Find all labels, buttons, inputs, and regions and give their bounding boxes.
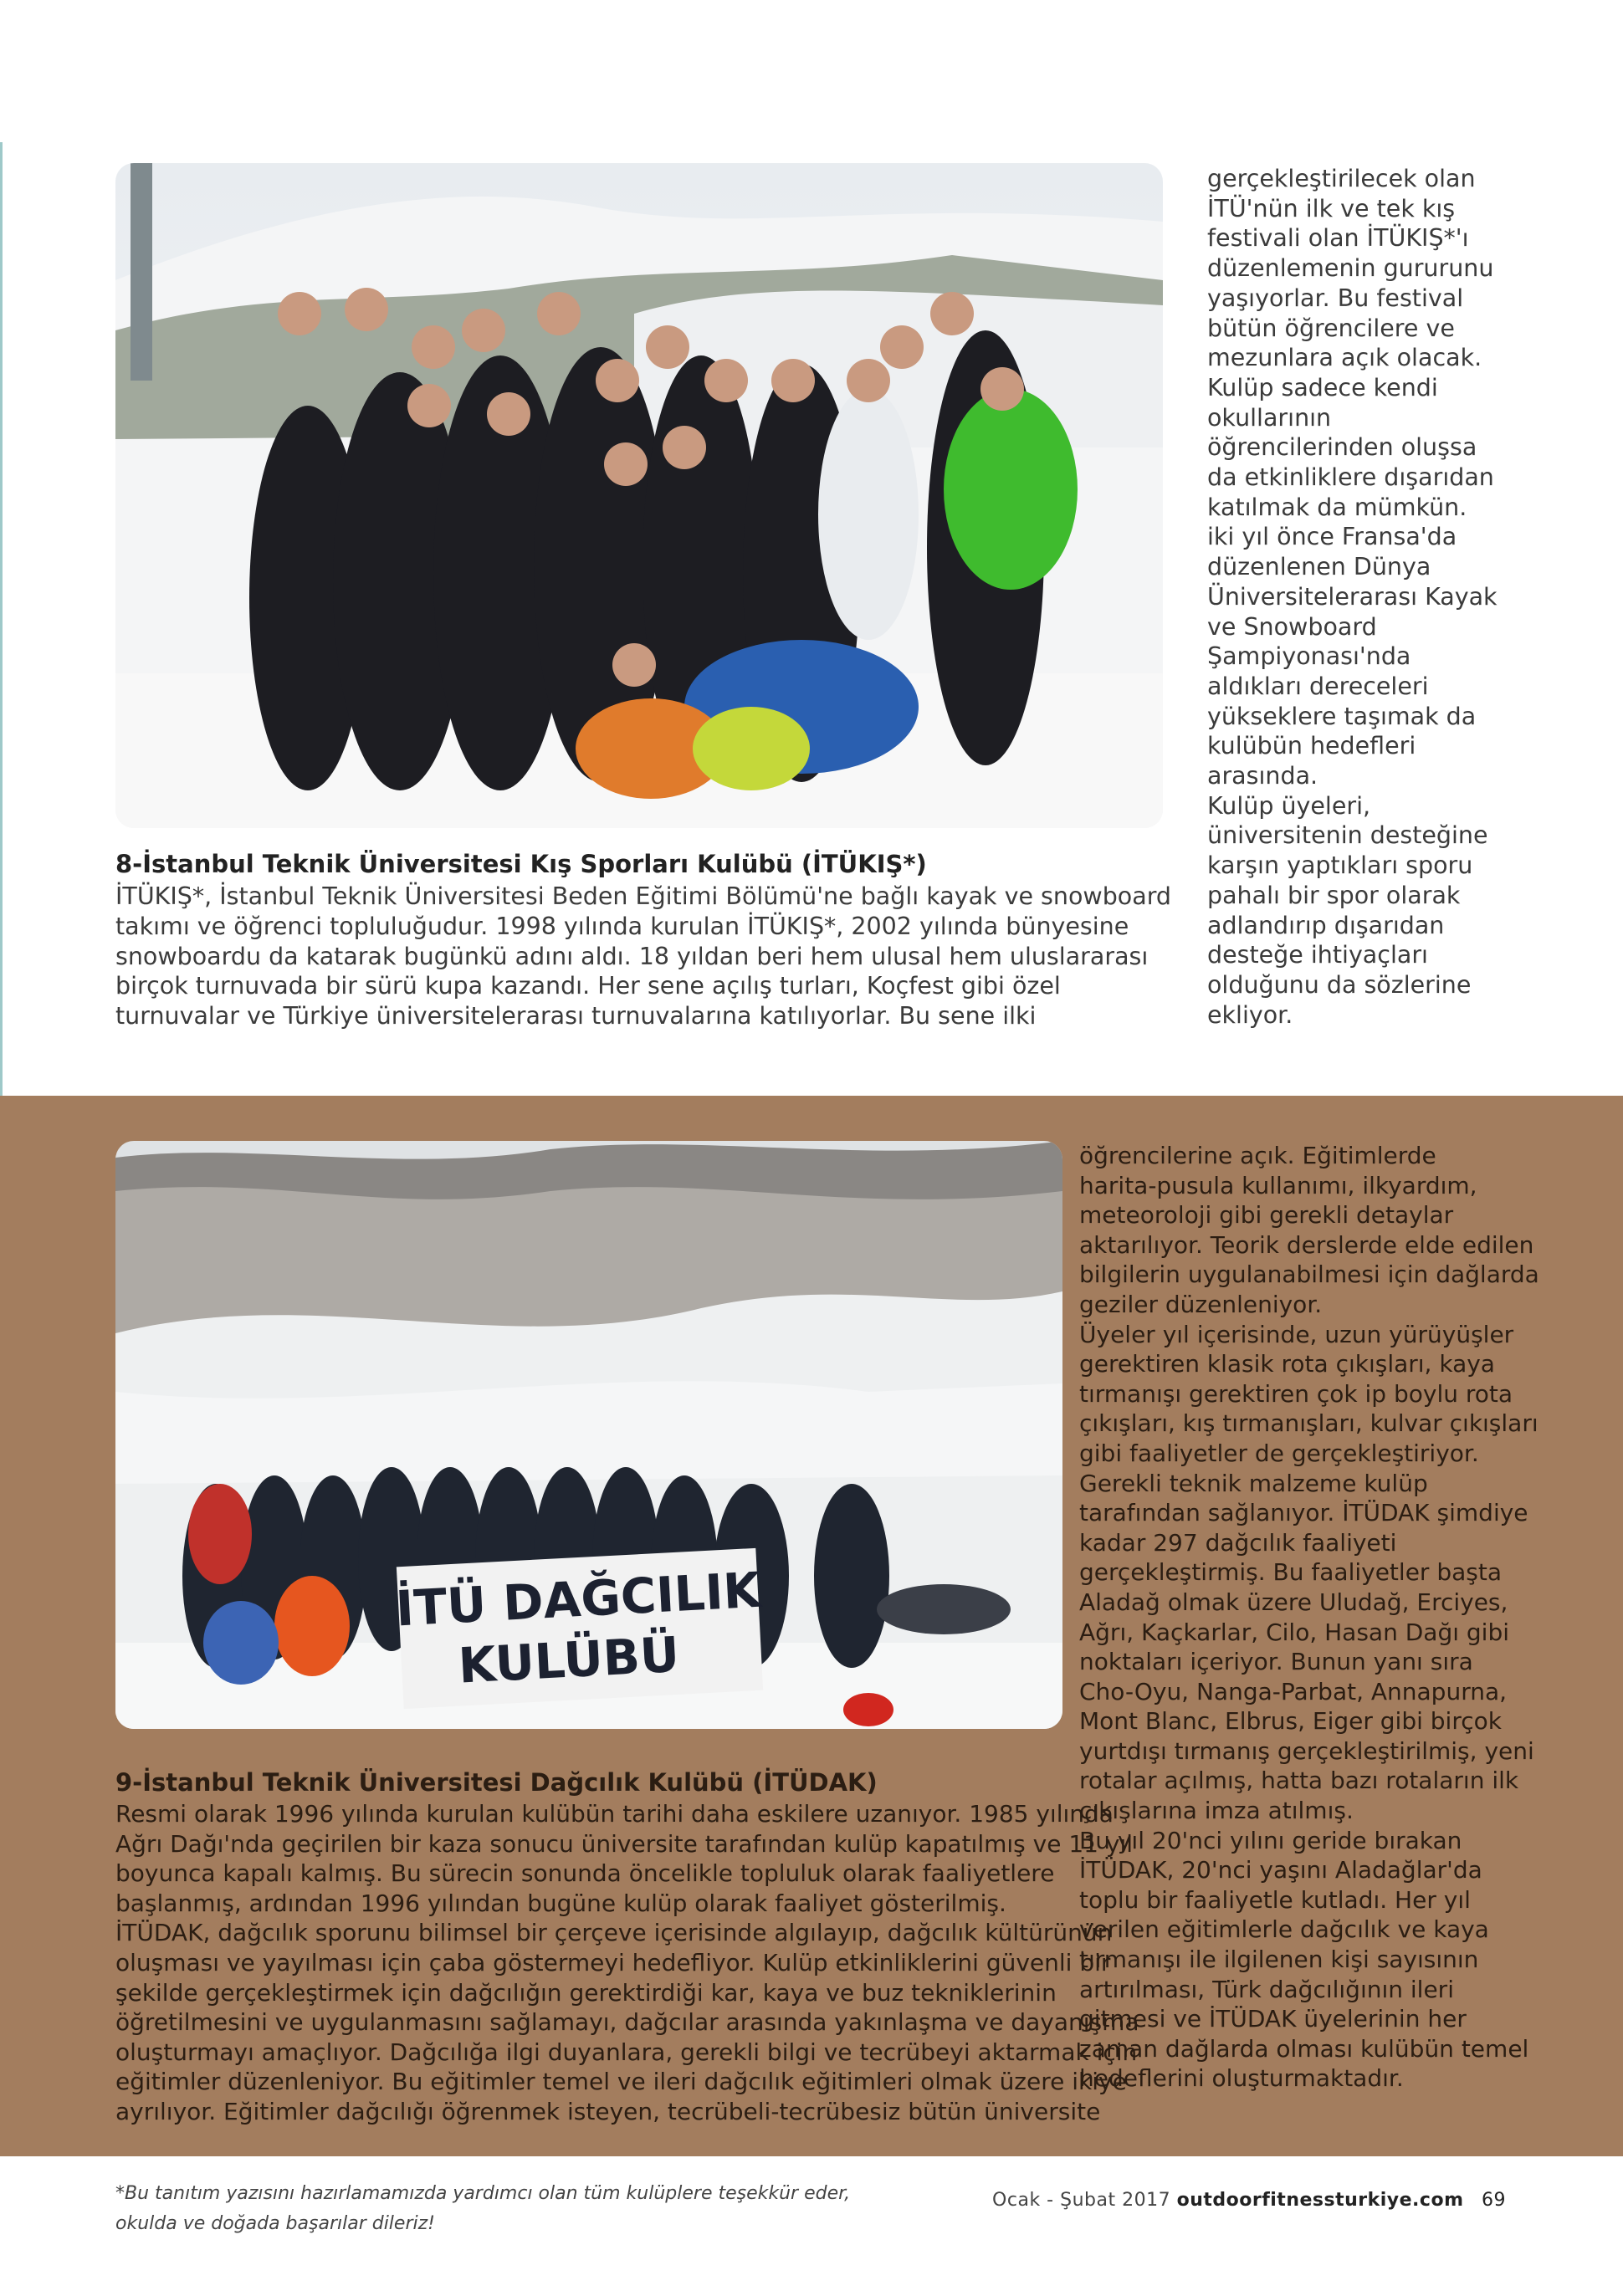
article-2-title: 9-İstanbul Teknik Üniversitesi Dağcılık Kulübü (İTÜDAK)	[115, 1768, 878, 1797]
side-line: düzenlenen Dünya	[1207, 553, 1431, 581]
side-line: tırmanışı ile ilgilenen kişi sayısının	[1079, 1946, 1479, 1974]
side-line: festivali olan İTÜKIŞ*'ı	[1207, 224, 1469, 253]
side-line: adlandırıp dışarıdan	[1207, 911, 1445, 939]
body-line: Resmi olarak 1996 yılında kurulan kulübün tarihi daha eskilere uzanıyor. 1985 yılında	[115, 1800, 1114, 1828]
side-line: arasında.	[1207, 762, 1318, 790]
body-line: snowboardu da katarak bugünkü adını aldı. 18 yıldan beri hem ulusal hem uluslararası	[115, 942, 1149, 970]
side-line: artırılması, Türk dağcılığının ileri	[1079, 1975, 1454, 2003]
side-line: iki yıl önce Fransa'da	[1207, 523, 1457, 551]
mountaineering-club-group-photo	[115, 1141, 1062, 1729]
side-line: gitmesi ve İTÜDAK üyelerinin her	[1079, 2005, 1467, 2033]
side-line: zaman dağlarda olması kulübün temel	[1079, 2034, 1529, 2063]
side-line: aldıkları dereceleri	[1207, 672, 1429, 700]
page-number: 69	[1482, 2190, 1506, 2211]
side-line: İTÜ'nün ilk ve tek kış	[1207, 194, 1456, 222]
side-line: gerçekleştirmiş. Bu faaliyetler başta	[1079, 1558, 1502, 1587]
side-line: Kulüp üyeleri,	[1207, 791, 1371, 820]
article-2-side-column	[1079, 1141, 1539, 2094]
page-edge-line	[0, 142, 3, 1096]
side-line: rotalar açılmış, hatta bazı rotaların ilk	[1079, 1767, 1519, 1795]
side-line: çıkışları, kış tırmanışları, kulvar çıkışları	[1079, 1409, 1539, 1438]
footnote	[115, 2179, 850, 2239]
side-line: Ağrı, Kaçkarlar, Cilo, Hasan Dağı gibi	[1079, 1618, 1510, 1646]
side-line: Mont Blanc, Elbrus, Eiger gibi birçok	[1079, 1707, 1502, 1736]
side-line: gerçekleştirilecek olan	[1207, 165, 1476, 192]
side-line: Şampiyonası'nda	[1207, 642, 1411, 671]
side-line: üniversitenin desteğine	[1207, 821, 1488, 850]
side-line: tırmanışı gerektiren çok ip boylu rota	[1079, 1379, 1513, 1408]
body-line: boyunca kapalı kalmış. Bu sürecin sonunda öncelikle topluluk olarak faaliyetlere	[115, 1859, 1055, 1888]
side-line: meteoroloji gibi gerekli detaylar	[1079, 1201, 1454, 1230]
body-line: ayrılıyor. Eğitimler dağcılığı öğrenmek isteyen, tecrübeli-tecrübesiz bütün üniversite	[115, 2097, 1101, 2125]
body-line: başlanmış, ardından 1996 yılından bugüne kulüp olarak faaliyet gösterilmiş.	[115, 1889, 1006, 1917]
body-line: eğitimler düzenleniyor. Bu eğitimler temel ve ileri dağcılık eğitimleri olmak üzere ikiye	[115, 2068, 1127, 2096]
side-line: bilgilerin uygulanabilmesi için dağlarda	[1079, 1260, 1539, 1289]
side-line: bütün öğrencilere ve	[1207, 314, 1455, 342]
page-folio	[992, 2190, 1506, 2211]
side-line: çıkışlarına imza atılmış.	[1079, 1797, 1354, 1825]
side-line: ve Snowboard	[1207, 612, 1377, 641]
body-line: şekilde gerçekleştirmek için dağcılığın gerektirdiği kar, kaya ve buz tekniklerinin	[115, 1978, 1057, 2007]
side-line: Kulüp sadece kendi	[1207, 373, 1438, 401]
body-line: birçok turnuvada bir sürü kupa kazandı. Her sene açılış turları, Koçfest gibi özel	[115, 972, 1061, 1000]
side-line: Gerekli teknik malzeme kulüp	[1079, 1469, 1428, 1497]
side-line: kadar 297 dağcılık faaliyeti	[1079, 1528, 1397, 1557]
side-line: düzenlemenin gururunu	[1207, 254, 1494, 283]
side-line: hedeflerini oluşturmaktadır.	[1079, 2064, 1404, 2093]
side-line: İTÜDAK, 20'nci yaşını Aladağlar'da	[1079, 1856, 1482, 1884]
side-line: ekliyor.	[1207, 1000, 1293, 1029]
article-1-title: 8-İstanbul Teknik Üniversitesi Kış Sporları Kulübü (İTÜKIŞ*)	[115, 850, 927, 878]
footnote-line: okulda ve doğada başarılar dileriz!	[115, 2213, 435, 2234]
article-1-side-column	[1207, 164, 1550, 1030]
body-line: öğretilmesini ve uygulanmasını sağlamayı, dağcılar arasında yakınlaşma ve dayanışma	[115, 2008, 1139, 2037]
side-line: harita-pusula kullanımı, ilkyardım,	[1079, 1171, 1477, 1199]
side-line: desteğe ihtiyaçları	[1207, 941, 1428, 969]
side-line: Üniversitelerarası Kayak	[1207, 582, 1498, 611]
banner-text-line-1: İTÜ DAĞCILIK	[394, 1561, 762, 1638]
side-line: Üyeler yıl içerisinde, uzun yürüyüşler	[1079, 1320, 1514, 1348]
side-line: katılmak da mümkün.	[1207, 493, 1467, 521]
side-line: geziler düzenleniyor.	[1079, 1290, 1323, 1318]
ski-club-group-photo	[115, 163, 1163, 828]
footnote-line: *Bu tanıtım yazısını hazırlamamızda yardımcı olan tüm kulüplere teşekkür eder,	[115, 2183, 851, 2204]
body-line: takımı ve öğrenci topluluğudur. 1998 yılında kurulan İTÜKIŞ*, 2002 yılında bünyesine	[115, 912, 1129, 940]
side-line: tarafından sağlanıyor. İTÜDAK şimdiye	[1079, 1499, 1528, 1527]
body-line: oluşması ve yayılması için çaba göstermeyi hedefliyor. Kulüp etkinliklerini güvenli bir	[115, 1948, 1111, 1976]
side-line: olduğunu da sözlerine	[1207, 970, 1472, 999]
side-line: Cho-Oyu, Nanga-Parbat, Annapurna,	[1079, 1677, 1508, 1705]
body-line: oluşturmayı amaçlıyor. Dağcılığa ilgi duyanlara, gerekli bilgi ve tecrübeyi aktarmak için	[115, 2038, 1138, 2066]
side-line: kulübün hedefleri	[1207, 732, 1416, 760]
side-line: Bu yıl 20'nci yılını geride bırakan	[1079, 1826, 1462, 1854]
side-line: pahalı bir spor olarak	[1207, 881, 1461, 909]
body-line: turnuvalar ve Türkiye üniversitelerarası turnuvalarına katılıyorlar. Bu sene ilki	[115, 1002, 1037, 1030]
side-line: öğrencilerine açık. Eğitimlerde	[1079, 1142, 1436, 1169]
article-2-body	[115, 1799, 1139, 2127]
side-line: öğrencilerinden oluşsa	[1207, 433, 1477, 462]
side-line: aktarılıyor. Teorik derslerde elde edilen	[1079, 1230, 1534, 1259]
issue-date: Ocak - Şubat 2017	[992, 2190, 1171, 2211]
side-line: yükseklere taşımak da	[1207, 702, 1477, 730]
side-line: yurtdışı tırmanış gerçekleştirilmiş, yeni	[1079, 1736, 1534, 1765]
magazine-website: outdoorfitnessturkiye.com	[1176, 2190, 1464, 2211]
side-line: Aladağ olmak üzere Uludağ, Erciyes,	[1079, 1588, 1508, 1616]
side-line: noktaları içeriyor. Bunun yanı sıra	[1079, 1648, 1473, 1676]
banner-text-line-2: KULÜBÜ	[457, 1625, 681, 1695]
side-line: gibi faaliyetler de gerçekleştiriyor.	[1079, 1439, 1479, 1467]
side-line: gerektiren klasik rota çıkışları, kaya	[1079, 1350, 1495, 1378]
side-line: da etkinliklere dışarıdan	[1207, 463, 1494, 492]
side-line: yaşıyorlar. Bu festival	[1207, 284, 1464, 312]
side-line: okullarının	[1207, 403, 1332, 432]
body-line: İTÜKIŞ*, İstanbul Teknik Üniversitesi Beden Eğitimi Bölümü'ne bağlı kayak ve snowboard	[115, 882, 1172, 910]
side-line: karşın yaptıkları sporu	[1207, 851, 1473, 880]
body-line: Ağrı Dağı'nda geçirilen bir kaza sonucu üniversite tarafından kulüp kapatılmış ve 11 yıl	[115, 1829, 1134, 1858]
side-line: mezunlara açık olacak.	[1207, 344, 1482, 372]
side-line: toplu bir faaliyetle kutladı. Her yıl	[1079, 1885, 1471, 1914]
side-line: verilen eğitimlerle dağcılık ve kaya	[1079, 1915, 1489, 1944]
body-line: İTÜDAK, dağcılık sporunu bilimsel bir çerçeve içerisinde algılayıp, dağcılık kültürünün	[115, 1919, 1113, 1947]
article-1-body	[115, 882, 1171, 1031]
